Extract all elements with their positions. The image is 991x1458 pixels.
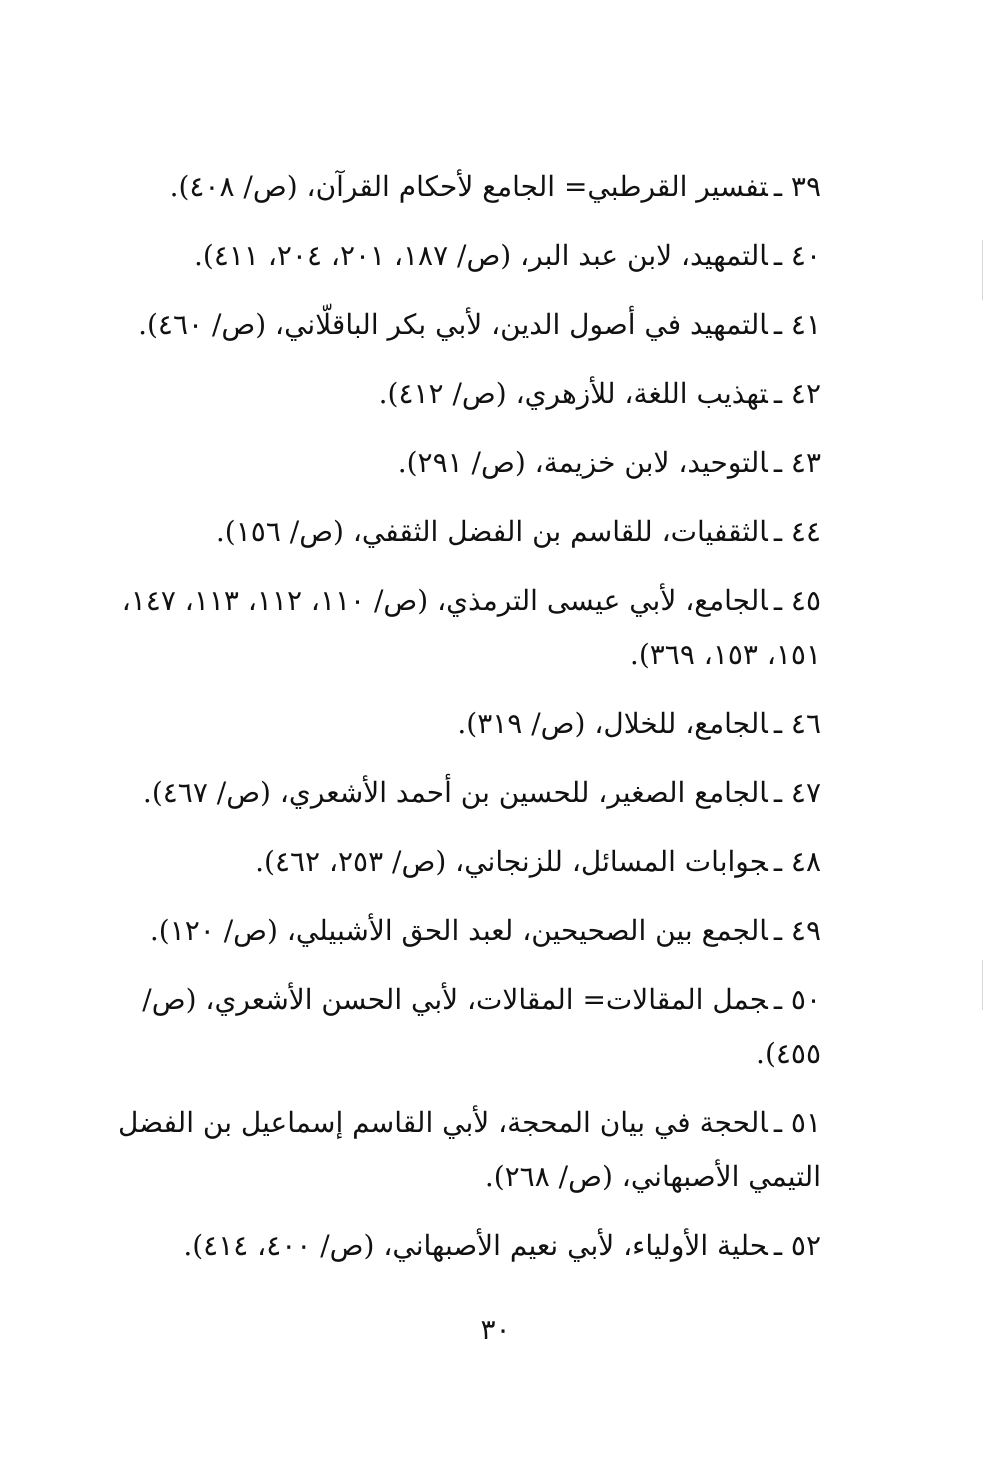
entry-text: الجامع، لأبي عيسى الترمذي، (ص/ ١١٠، ١١٢، ١١٣، ١٤٧، ١٥١، ١٥٣، ٣٦٩).	[121, 584, 821, 671]
list-item	[101, 766, 821, 820]
list-item	[101, 1219, 821, 1273]
list-item	[101, 973, 821, 1081]
entry-text: جوابات المسائل، للزنجاني، (ص/ ٢٥٣، ٤٦٢).	[255, 845, 768, 878]
list-item	[101, 904, 821, 958]
list-item	[101, 160, 821, 214]
list-item	[101, 505, 821, 559]
list-item	[101, 574, 821, 682]
entry-text: التمهيد في أصول الدين، لأبي بكر الباقلّاني، (ص/ ٤٦٠).	[138, 308, 768, 341]
entry-number: ٥١ ـ	[773, 1106, 821, 1139]
entry-text: التمهيد، لابن عبد البر، (ص/ ١٨٧، ٢٠١، ٢٠٤، ٤١١).	[193, 239, 768, 272]
entry-number: ٤٥ ـ	[773, 584, 821, 617]
entry-text: الحجة في بيان المحجة، لأبي القاسم إسماعيل بن الفضل التيمي الأصبهاني، (ص/ ٢٦٨).	[118, 1106, 821, 1193]
entry-number: ٤٠ ـ	[773, 239, 821, 272]
scan-edge-mark	[982, 960, 983, 1010]
list-item	[101, 298, 821, 352]
bibliography-list	[101, 160, 821, 1288]
entry-text: تفسير القرطبي= الجامع لأحكام القرآن، (ص/ ٤٠٨).	[169, 170, 768, 203]
entry-text: التوحيد، لابن خزيمة، (ص/ ٢٩١).	[397, 446, 768, 479]
list-item	[101, 229, 821, 283]
list-item	[101, 1096, 821, 1204]
entry-text: تهذيب اللغة، للأزهري، (ص/ ٤١٢).	[378, 377, 768, 410]
list-item	[101, 436, 821, 490]
entry-number: ٤٢ ـ	[773, 377, 821, 410]
entry-number: ٣٩ ـ	[773, 170, 821, 203]
entry-number: ٤٤ ـ	[773, 515, 821, 548]
scan-edge-mark	[982, 240, 983, 300]
entry-text: جمل المقالات= المقالات، لأبي الحسن الأشعري، (ص/ ٤٥٥).	[142, 983, 821, 1070]
entry-text: الجامع، للخلال، (ص/ ٣١٩).	[457, 707, 768, 740]
entry-number: ٥٠ ـ	[773, 983, 821, 1016]
page-number: ٣٠	[480, 1313, 511, 1346]
entry-number: ٤٩ ـ	[773, 914, 821, 947]
entry-number: ٤١ ـ	[773, 308, 821, 341]
entry-number: ٥٢ ـ	[773, 1229, 821, 1262]
list-item	[101, 835, 821, 889]
entry-text: الثقفيات، للقاسم بن الفضل الثقفي، (ص/ ١٥٦).	[215, 515, 768, 548]
entry-text: الجامع الصغير، للحسين بن أحمد الأشعري، (ص/ ٤٦٧).	[142, 776, 768, 809]
list-item	[101, 367, 821, 421]
entry-number: ٤٨ ـ	[773, 845, 821, 878]
list-item	[101, 697, 821, 751]
entry-number: ٤٦ ـ	[773, 707, 821, 740]
entry-text: حلية الأولياء، لأبي نعيم الأصبهاني، (ص/ ٤٠٠، ٤١٤).	[183, 1229, 768, 1262]
entry-text: الجمع بين الصحيحين، لعبد الحق الأشبيلي، (ص/ ١٢٠).	[149, 914, 768, 947]
entry-number: ٤٣ ـ	[773, 446, 821, 479]
entry-number: ٤٧ ـ	[773, 776, 821, 809]
